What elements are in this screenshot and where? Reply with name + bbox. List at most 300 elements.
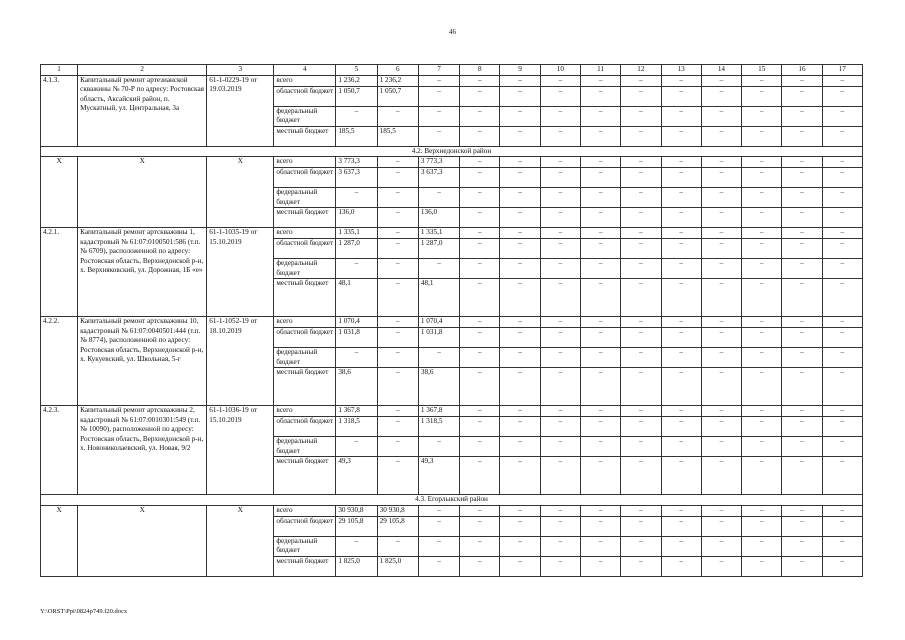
- value-c15: –: [742, 556, 782, 576]
- object-document: 61-1-1052-19 от 18.10.2019: [207, 317, 274, 406]
- value-c9: –: [500, 106, 540, 126]
- value-c16: –: [782, 348, 822, 368]
- value-c11: –: [581, 536, 621, 556]
- value-c6: –: [377, 437, 418, 457]
- value-c8: –: [460, 536, 500, 556]
- value-c6: –: [377, 106, 418, 126]
- value-c14: –: [701, 317, 741, 328]
- value-c8: –: [460, 328, 500, 348]
- funding-source-label: местный бюджет: [274, 208, 336, 228]
- value-c15: –: [742, 437, 782, 457]
- value-c13: –: [661, 437, 701, 457]
- value-c11: –: [581, 348, 621, 368]
- value-c12: –: [621, 516, 661, 536]
- funding-source-label: областной бюджет: [274, 239, 336, 259]
- value-c10: –: [540, 228, 580, 239]
- value-c17: –: [822, 556, 862, 576]
- value-c5: –: [336, 348, 377, 368]
- value-c11: –: [581, 505, 621, 516]
- object-id: 4.2.1.: [41, 228, 78, 317]
- value-c15: –: [742, 536, 782, 556]
- value-c14: –: [701, 75, 741, 86]
- value-c16: –: [782, 505, 822, 516]
- value-c7: 3 637,3: [418, 168, 459, 188]
- value-c10: –: [540, 106, 580, 126]
- column-number-cell: 7: [418, 65, 459, 76]
- value-c14: –: [701, 556, 741, 576]
- value-c10: –: [540, 157, 580, 168]
- value-c12: –: [621, 208, 661, 228]
- value-c8: –: [460, 157, 500, 168]
- object-document: X: [207, 157, 274, 228]
- value-c6: –: [377, 259, 418, 279]
- value-c17: –: [822, 417, 862, 437]
- object-id: X: [41, 157, 78, 228]
- column-number-cell: 14: [701, 65, 741, 76]
- value-c6: –: [377, 406, 418, 417]
- value-c15: –: [742, 505, 782, 516]
- value-c9: –: [500, 348, 540, 368]
- value-c13: –: [661, 259, 701, 279]
- value-c9: –: [500, 536, 540, 556]
- value-c13: –: [661, 406, 701, 417]
- value-c15: –: [742, 417, 782, 437]
- value-c10: –: [540, 505, 580, 516]
- value-c9: –: [500, 417, 540, 437]
- value-c13: –: [661, 188, 701, 208]
- object-id: 4.2.2.: [41, 317, 78, 406]
- value-c11: –: [581, 516, 621, 536]
- value-c15: –: [742, 328, 782, 348]
- value-c11: –: [581, 228, 621, 239]
- value-c16: –: [782, 406, 822, 417]
- value-c12: –: [621, 126, 661, 146]
- object-name: Капитальный ремонт артезианской скважины № 70-Р по адресу: Ростовская область, Аксайский район, п. Мускатный, ул. Центральная, 3а: [78, 75, 207, 146]
- table-row: [41, 317, 863, 328]
- value-c15: –: [742, 208, 782, 228]
- table-row: [41, 505, 863, 516]
- value-c15: –: [742, 279, 782, 317]
- value-c10: –: [540, 437, 580, 457]
- budget-table: [40, 64, 863, 577]
- funding-source-label: областной бюджет: [274, 417, 336, 437]
- value-c17: –: [822, 86, 862, 106]
- value-c9: –: [500, 328, 540, 348]
- value-c13: –: [661, 536, 701, 556]
- funding-source-label: всего: [274, 406, 336, 417]
- value-c11: –: [581, 86, 621, 106]
- value-c6: –: [377, 536, 418, 556]
- value-c13: –: [661, 279, 701, 317]
- value-c5: –: [336, 259, 377, 279]
- page-number: 46: [449, 28, 456, 36]
- value-c10: –: [540, 328, 580, 348]
- value-c12: –: [621, 457, 661, 495]
- value-c5: 48,1: [336, 279, 377, 317]
- value-c10: –: [540, 239, 580, 259]
- value-c9: –: [500, 239, 540, 259]
- value-c5: 1 050,7: [336, 86, 377, 106]
- value-c15: –: [742, 126, 782, 146]
- value-c7: 1 318,5: [418, 417, 459, 437]
- value-c11: –: [581, 556, 621, 576]
- value-c11: –: [581, 106, 621, 126]
- value-c5: 1 318,5: [336, 417, 377, 437]
- value-c7: –: [418, 536, 459, 556]
- value-c10: –: [540, 317, 580, 328]
- value-c6: –: [377, 368, 418, 406]
- value-c5: 1 236,2: [336, 75, 377, 86]
- value-c10: –: [540, 208, 580, 228]
- funding-source-label: местный бюджет: [274, 368, 336, 406]
- value-c16: –: [782, 228, 822, 239]
- value-c16: –: [782, 86, 822, 106]
- value-c16: –: [782, 188, 822, 208]
- value-c7: –: [418, 259, 459, 279]
- value-c7: 1 070,4: [418, 317, 459, 328]
- value-c6: –: [377, 188, 418, 208]
- column-number-cell: 3: [207, 65, 274, 76]
- value-c11: –: [581, 208, 621, 228]
- funding-source-label: всего: [274, 75, 336, 86]
- value-c13: –: [661, 505, 701, 516]
- value-c10: –: [540, 126, 580, 146]
- value-c8: –: [460, 516, 500, 536]
- value-c6: –: [377, 328, 418, 348]
- value-c17: –: [822, 348, 862, 368]
- value-c16: –: [782, 279, 822, 317]
- value-c15: –: [742, 239, 782, 259]
- value-c16: –: [782, 157, 822, 168]
- value-c5: 1 070,4: [336, 317, 377, 328]
- file-path-footer: Y:\ORST\Ppi\0824p749.f20.docx: [40, 608, 128, 615]
- funding-source-label: федеральный бюджет: [274, 348, 336, 368]
- value-c8: –: [460, 556, 500, 576]
- value-c12: –: [621, 168, 661, 188]
- value-c12: –: [621, 417, 661, 437]
- value-c10: –: [540, 536, 580, 556]
- value-c11: –: [581, 157, 621, 168]
- funding-source-label: местный бюджет: [274, 126, 336, 146]
- table-row: [41, 406, 863, 417]
- value-c6: 1 825,0: [377, 556, 418, 576]
- value-c5: 1 825,0: [336, 556, 377, 576]
- value-c8: –: [460, 239, 500, 259]
- value-c13: –: [661, 516, 701, 536]
- value-c13: –: [661, 75, 701, 86]
- value-c8: –: [460, 348, 500, 368]
- value-c5: 1 335,1: [336, 228, 377, 239]
- object-id: 4.1.3.: [41, 75, 78, 146]
- value-c5: 3 637,3: [336, 168, 377, 188]
- section-title: 4.2. Верхнедонской район: [41, 146, 863, 157]
- value-c9: –: [500, 188, 540, 208]
- value-c14: –: [701, 348, 741, 368]
- value-c17: –: [822, 328, 862, 348]
- value-c13: –: [661, 457, 701, 495]
- value-c12: –: [621, 556, 661, 576]
- value-c17: –: [822, 239, 862, 259]
- value-c11: –: [581, 417, 621, 437]
- value-c11: –: [581, 368, 621, 406]
- value-c15: –: [742, 406, 782, 417]
- value-c7: –: [418, 188, 459, 208]
- value-c8: –: [460, 259, 500, 279]
- value-c7: 38,6: [418, 368, 459, 406]
- value-c14: –: [701, 417, 741, 437]
- value-c12: –: [621, 228, 661, 239]
- funding-source-label: местный бюджет: [274, 279, 336, 317]
- object-document: 61-1-1035-19 от 15.10.2019: [207, 228, 274, 317]
- value-c6: 29 105,8: [377, 516, 418, 536]
- value-c7: –: [418, 86, 459, 106]
- funding-source-label: федеральный бюджет: [274, 437, 336, 457]
- value-c6: –: [377, 457, 418, 495]
- value-c9: –: [500, 86, 540, 106]
- column-number-cell: 15: [742, 65, 782, 76]
- value-c9: –: [500, 279, 540, 317]
- value-c15: –: [742, 348, 782, 368]
- value-c6: –: [377, 279, 418, 317]
- value-c5: 1 367,8: [336, 406, 377, 417]
- value-c13: –: [661, 328, 701, 348]
- value-c14: –: [701, 437, 741, 457]
- value-c8: –: [460, 106, 500, 126]
- value-c7: –: [418, 516, 459, 536]
- table-row: [41, 75, 863, 86]
- value-c14: –: [701, 228, 741, 239]
- value-c5: 29 105,8: [336, 516, 377, 536]
- value-c6: –: [377, 228, 418, 239]
- value-c17: –: [822, 259, 862, 279]
- value-c11: –: [581, 259, 621, 279]
- value-c14: –: [701, 279, 741, 317]
- value-c5: 38,6: [336, 368, 377, 406]
- value-c5: –: [336, 106, 377, 126]
- value-c6: 185,5: [377, 126, 418, 146]
- value-c11: –: [581, 239, 621, 259]
- funding-source-label: всего: [274, 157, 336, 168]
- table-row: [41, 228, 863, 239]
- table-body: [41, 65, 863, 577]
- column-number-cell: 17: [822, 65, 862, 76]
- value-c13: –: [661, 126, 701, 146]
- value-c9: –: [500, 157, 540, 168]
- column-number-cell: 12: [621, 65, 661, 76]
- section-row: [41, 146, 863, 157]
- object-document: X: [207, 505, 274, 576]
- value-c17: –: [822, 457, 862, 495]
- value-c14: –: [701, 188, 741, 208]
- value-c12: –: [621, 259, 661, 279]
- value-c15: –: [742, 259, 782, 279]
- value-c7: –: [418, 126, 459, 146]
- value-c10: –: [540, 368, 580, 406]
- value-c15: –: [742, 75, 782, 86]
- value-c10: –: [540, 188, 580, 208]
- value-c10: –: [540, 417, 580, 437]
- value-c7: 1 287,0: [418, 239, 459, 259]
- value-c13: –: [661, 106, 701, 126]
- value-c12: –: [621, 406, 661, 417]
- value-c10: –: [540, 279, 580, 317]
- funding-source-label: федеральный бюджет: [274, 188, 336, 208]
- value-c16: –: [782, 239, 822, 259]
- value-c9: –: [500, 368, 540, 406]
- value-c5: 1 031,8: [336, 328, 377, 348]
- column-number-cell: 11: [581, 65, 621, 76]
- funding-source-label: федеральный бюджет: [274, 536, 336, 556]
- value-c17: –: [822, 406, 862, 417]
- value-c17: –: [822, 516, 862, 536]
- value-c6: –: [377, 348, 418, 368]
- funding-source-label: местный бюджет: [274, 556, 336, 576]
- value-c11: –: [581, 437, 621, 457]
- value-c10: –: [540, 168, 580, 188]
- column-number-cell: 10: [540, 65, 580, 76]
- value-c7: –: [418, 556, 459, 576]
- value-c17: –: [822, 505, 862, 516]
- column-number-cell: 4: [274, 65, 336, 76]
- value-c12: –: [621, 279, 661, 317]
- column-number-cell: 1: [41, 65, 78, 76]
- value-c17: –: [822, 536, 862, 556]
- value-c11: –: [581, 328, 621, 348]
- section-row: [41, 495, 863, 506]
- value-c13: –: [661, 556, 701, 576]
- funding-source-label: областной бюджет: [274, 516, 336, 536]
- value-c13: –: [661, 208, 701, 228]
- value-c9: –: [500, 317, 540, 328]
- value-c12: –: [621, 505, 661, 516]
- value-c9: –: [500, 505, 540, 516]
- value-c5: 3 773,3: [336, 157, 377, 168]
- value-c5: 30 930,8: [336, 505, 377, 516]
- value-c6: –: [377, 168, 418, 188]
- value-c13: –: [661, 317, 701, 328]
- funding-source-label: федеральный бюджет: [274, 259, 336, 279]
- funding-source-label: местный бюджет: [274, 457, 336, 495]
- value-c14: –: [701, 126, 741, 146]
- column-number-row: [41, 65, 863, 76]
- object-name: Капитальный ремонт артскважины 2, кадастровый № 61:07:0010301:549 (т.п. № 10090), расположенной по адресу: Ростовская область, Верхнедонской р-н, х. Новониколаевский, ул. Новая, 9/2: [78, 406, 207, 495]
- value-c14: –: [701, 259, 741, 279]
- value-c8: –: [460, 208, 500, 228]
- value-c7: 3 773,3: [418, 157, 459, 168]
- value-c8: –: [460, 317, 500, 328]
- value-c5: 1 287,0: [336, 239, 377, 259]
- value-c7: –: [418, 348, 459, 368]
- value-c5: –: [336, 188, 377, 208]
- funding-source-label: областной бюджет: [274, 328, 336, 348]
- value-c12: –: [621, 368, 661, 406]
- value-c8: –: [460, 279, 500, 317]
- value-c6: –: [377, 417, 418, 437]
- value-c14: –: [701, 505, 741, 516]
- value-c8: –: [460, 457, 500, 495]
- value-c13: –: [661, 168, 701, 188]
- object-name: X: [78, 157, 207, 228]
- value-c5: 49,3: [336, 457, 377, 495]
- value-c8: –: [460, 228, 500, 239]
- value-c17: –: [822, 168, 862, 188]
- value-c5: –: [336, 536, 377, 556]
- funding-source-label: федеральный бюджет: [274, 106, 336, 126]
- value-c12: –: [621, 536, 661, 556]
- value-c13: –: [661, 417, 701, 437]
- value-c11: –: [581, 75, 621, 86]
- value-c11: –: [581, 317, 621, 328]
- value-c7: –: [418, 437, 459, 457]
- table-row: [41, 157, 863, 168]
- value-c16: –: [782, 168, 822, 188]
- value-c15: –: [742, 317, 782, 328]
- value-c9: –: [500, 208, 540, 228]
- value-c11: –: [581, 168, 621, 188]
- value-c10: –: [540, 75, 580, 86]
- value-c8: –: [460, 75, 500, 86]
- value-c17: –: [822, 157, 862, 168]
- value-c9: –: [500, 259, 540, 279]
- object-id: X: [41, 505, 78, 576]
- value-c5: –: [336, 437, 377, 457]
- value-c14: –: [701, 328, 741, 348]
- value-c16: –: [782, 457, 822, 495]
- value-c9: –: [500, 168, 540, 188]
- value-c8: –: [460, 437, 500, 457]
- object-name: Капитальный ремонт артскважины 1, кадастровый № 61:07:0100501:586 (т.п. № 6709), расположенной по адресу: Ростовская область, Верхнедонской р-н, х. Верхняковский, ул. Дорожная, 1Б «е»: [78, 228, 207, 317]
- value-c6: 1 050,7: [377, 86, 418, 106]
- value-c6: –: [377, 157, 418, 168]
- object-name: Капитальный ремонт артскважины 10, кадастровый № 61:07:0040501:444 (т.п. № 8774), расположенной по адресу: Ростовская область, Верхнедонской р-н, х. Кукуевский, ул. Школьная, 5-г: [78, 317, 207, 406]
- value-c17: –: [822, 75, 862, 86]
- object-document: 61-1-0229-19 от 19.03.2019: [207, 75, 274, 146]
- value-c12: –: [621, 106, 661, 126]
- value-c16: –: [782, 106, 822, 126]
- value-c8: –: [460, 86, 500, 106]
- value-c16: –: [782, 536, 822, 556]
- value-c7: –: [418, 106, 459, 126]
- value-c17: –: [822, 228, 862, 239]
- value-c13: –: [661, 348, 701, 368]
- value-c15: –: [742, 188, 782, 208]
- value-c8: –: [460, 406, 500, 417]
- funding-source-label: областной бюджет: [274, 168, 336, 188]
- value-c16: –: [782, 516, 822, 536]
- value-c17: –: [822, 208, 862, 228]
- value-c17: –: [822, 368, 862, 406]
- column-number-cell: 9: [500, 65, 540, 76]
- value-c12: –: [621, 157, 661, 168]
- value-c7: –: [418, 505, 459, 516]
- value-c6: –: [377, 208, 418, 228]
- value-c10: –: [540, 348, 580, 368]
- value-c12: –: [621, 86, 661, 106]
- value-c11: –: [581, 126, 621, 146]
- value-c17: –: [822, 126, 862, 146]
- value-c8: –: [460, 368, 500, 406]
- value-c15: –: [742, 86, 782, 106]
- value-c9: –: [500, 406, 540, 417]
- value-c15: –: [742, 516, 782, 536]
- value-c13: –: [661, 368, 701, 406]
- column-number-cell: 13: [661, 65, 701, 76]
- value-c10: –: [540, 457, 580, 495]
- value-c7: 1 031,8: [418, 328, 459, 348]
- value-c6: 1 236,2: [377, 75, 418, 86]
- value-c14: –: [701, 368, 741, 406]
- value-c9: –: [500, 126, 540, 146]
